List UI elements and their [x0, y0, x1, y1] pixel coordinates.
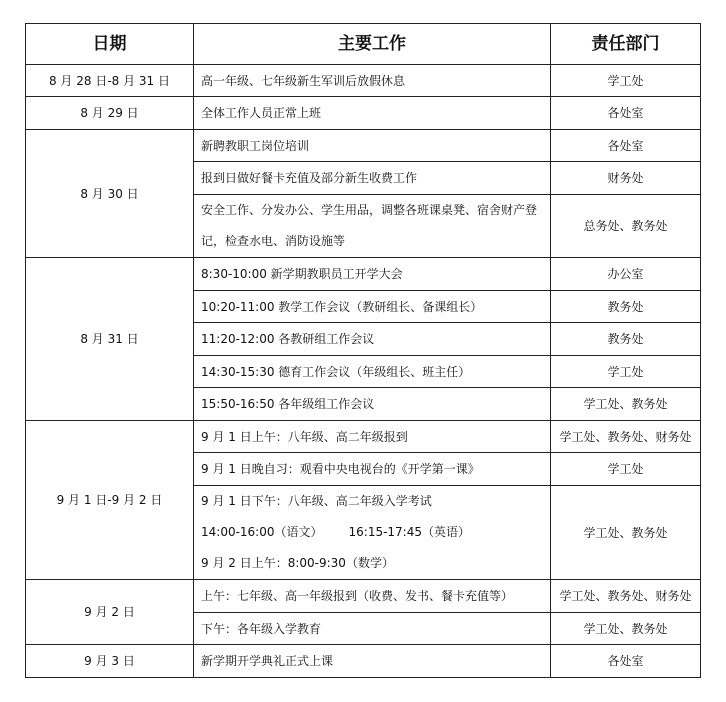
dept-cell: 各处室: [551, 130, 701, 162]
work-cell: 新学期开学典礼正式上课: [194, 645, 551, 678]
table-row: [26, 65, 701, 97]
work-cell: 上午：七年级、高一年级报到（收费、发书、餐卡充值等）: [194, 580, 551, 613]
work-cell: 15:50-16:50 各年级组工作会议: [194, 388, 551, 421]
schedule-sheet: [25, 23, 700, 678]
dept-cell: 财务处: [551, 162, 701, 195]
work-cell: 新聘教职工岗位培训: [194, 130, 551, 162]
work-cell: 11:20-12:00 各教研组工作会议: [194, 323, 551, 356]
header-date: 日期: [26, 24, 194, 65]
work-cell: 9 月 1 日晚自习：观看中央电视台的《开学第一课》: [194, 453, 551, 486]
table-row: [26, 421, 701, 453]
exam-english: 16:15-17:45（英语）: [348, 525, 470, 539]
work-line: 安全工作、分发办公、学生用品，调整各班课桌凳、宿舍财产登: [201, 203, 538, 217]
table-row: [26, 97, 701, 130]
work-cell: [194, 486, 551, 580]
dept-cell: 教务处: [551, 291, 701, 323]
work-cell: [194, 195, 551, 258]
dept-cell: 教务处: [551, 323, 701, 356]
work-line: 9 月 1 日下午：八年级、高二年级入学考试: [201, 494, 432, 508]
date-cell: 8 月 28 日-8 月 31 日: [26, 65, 194, 97]
dept-cell: 总务处、教务处: [551, 195, 701, 258]
work-cell: 下午：各年级入学教育: [194, 613, 551, 645]
dept-cell: 学工处、教务处: [551, 613, 701, 645]
dept-cell: 办公室: [551, 258, 701, 291]
dept-cell: 学工处、教务处、财务处: [551, 421, 701, 453]
table-row: [26, 580, 701, 613]
table-row: [26, 130, 701, 162]
dept-cell: 学工处: [551, 65, 701, 97]
dept-cell: 各处室: [551, 97, 701, 130]
schedule-table: [25, 23, 701, 678]
date-cell: 8 月 29 日: [26, 97, 194, 130]
table-row: [26, 258, 701, 291]
date-cell: 8 月 31 日: [26, 258, 194, 421]
date-cell: 8 月 30 日: [26, 130, 194, 258]
work-cell: 8:30-10:00 新学期教职员工开学大会: [194, 258, 551, 291]
work-line: 9 月 2 日上午：8:00-9:30（数学）: [201, 556, 394, 570]
dept-cell: 各处室: [551, 645, 701, 678]
work-cell: 9 月 1 日上午：八年级、高二年级报到: [194, 421, 551, 453]
date-cell: 9 月 3 日: [26, 645, 194, 678]
date-cell: 9 月 1 日-9 月 2 日: [26, 421, 194, 580]
dept-cell: 学工处、教务处: [551, 486, 701, 580]
dept-cell: 学工处: [551, 356, 701, 388]
date-cell: 9 月 2 日: [26, 580, 194, 645]
work-line: 记，检查水电、消防设施等: [201, 234, 346, 248]
dept-cell: 学工处、教务处: [551, 388, 701, 421]
header-row: [26, 24, 701, 65]
table-row: [26, 645, 701, 678]
work-cell: 报到日做好餐卡充值及部分新生收费工作: [194, 162, 551, 195]
work-cell: 10:20-11:00 教学工作会议（教研组长、备课组长）: [194, 291, 551, 323]
header-work: 主要工作: [194, 24, 551, 65]
dept-cell: 学工处、教务处、财务处: [551, 580, 701, 613]
dept-cell: 学工处: [551, 453, 701, 486]
work-cell: 14:30-15:30 德育工作会议（年级组长、班主任）: [194, 356, 551, 388]
work-cell: 全体工作人员正常上班: [194, 97, 551, 130]
exam-chinese: 14:00-16:00（语文）: [201, 525, 323, 539]
header-dept: 责任部门: [551, 24, 701, 65]
work-line: [201, 517, 550, 548]
work-cell: 高一年级、七年级新生军训后放假休息: [194, 65, 551, 97]
